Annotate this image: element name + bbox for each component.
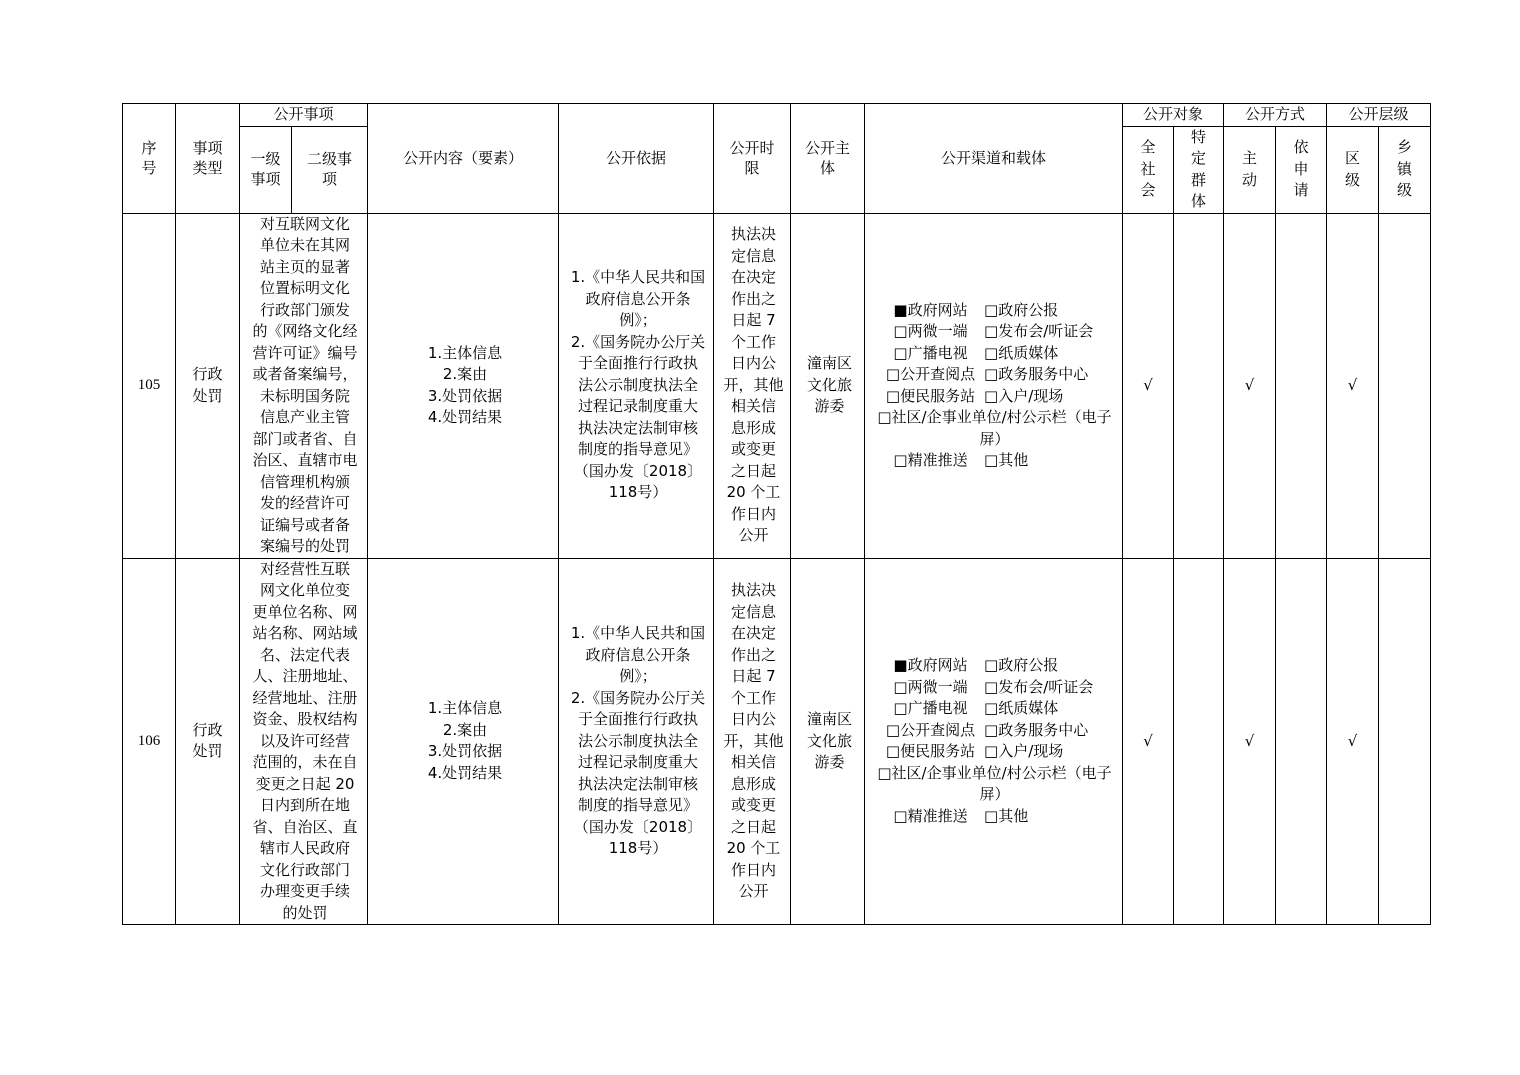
row-basis [559, 558, 714, 925]
text-line: 潼南区 [807, 354, 853, 373]
text-line: 名、法定代表 [260, 645, 351, 664]
header-target: 公开对象 [1123, 104, 1224, 127]
text-line: 或者备案编号， [252, 365, 358, 383]
channel-pair [877, 677, 1112, 699]
row-content [368, 558, 559, 925]
text-line: 作日内 [731, 860, 777, 879]
channel-option: □其他 [984, 451, 1029, 469]
disclosure-table [122, 103, 1431, 925]
text-line: 作日内 [731, 504, 777, 523]
header-basis: 公开依据 [559, 104, 714, 214]
channel-option: ■政府网站 [893, 300, 968, 319]
text-line: 1.主体信息 [427, 343, 503, 362]
header-level2: 二级事项 [292, 126, 368, 213]
mark-method-active: √ [1224, 213, 1276, 558]
text-line: 政府信息公开条 [585, 645, 691, 664]
text-line: 执法决 [731, 581, 777, 599]
text-line: 2.案由 [442, 720, 488, 739]
channel-option-wide: □社区/企事业单位/村公示栏（电子屏） [877, 763, 1112, 804]
text-line: 4.处罚结果 [427, 408, 503, 426]
text-line: 证编号或者备 [260, 515, 351, 534]
channel-pair [877, 300, 1112, 322]
channel-pair [877, 806, 1112, 828]
channel-pair [877, 343, 1112, 365]
mark-method-active: √ [1224, 558, 1276, 925]
text-line: 3.处罚依据 [427, 742, 503, 761]
text-line: 过程记录制度重大 [578, 397, 699, 416]
header-type: 事项类型 [176, 104, 240, 214]
text-line: 作出之 [731, 645, 777, 664]
text-line: （国办发〔2018〕 [573, 461, 703, 480]
text-line: 对互联网文化 [260, 214, 351, 233]
row-item [240, 558, 368, 925]
row-type-text: 行政处罚 [192, 365, 223, 405]
channel-option: □政务服务中心 [984, 720, 1089, 739]
channel-option: ■政府网站 [893, 656, 968, 675]
text-line: 过程记录制度重大 [578, 753, 699, 771]
row-type [176, 213, 240, 558]
header-level-district: 区级 [1327, 126, 1379, 213]
text-line: 公开 [738, 882, 769, 900]
header-method-request: 依申请 [1276, 126, 1327, 213]
text-line: 执法决 [731, 225, 777, 244]
header-public-item: 公开事项 [240, 104, 368, 127]
mark-level-town [1379, 213, 1431, 558]
text-line: 变更之日起 20 [255, 774, 355, 793]
mark-method-request [1276, 558, 1327, 925]
text-line: 1.主体信息 [427, 699, 503, 718]
row-subject [791, 213, 865, 558]
text-line: 之日起 [731, 817, 777, 836]
text-line: 文化行政部门 [260, 860, 351, 879]
table-row [123, 558, 1431, 925]
text-line: 网文化单位变 [260, 581, 351, 599]
text-line: 发的经营许可 [260, 494, 351, 512]
channel-option: □其他 [984, 806, 1029, 825]
table-row [123, 213, 1431, 558]
text-line: 行政部门颁发 [260, 300, 351, 319]
row-time-limit [714, 558, 791, 925]
text-line: 公开 [738, 526, 769, 545]
text-line: 执法决定法制审核 [578, 418, 699, 437]
mark-target-group [1174, 558, 1224, 925]
text-line: 相关信 [731, 753, 777, 771]
channel-option: □精准推送 [893, 451, 968, 469]
text-line: 游委 [814, 753, 845, 771]
channel-option: □便民服务站 [885, 386, 976, 405]
text-line: 游委 [814, 397, 845, 416]
text-line: 制度的指导意见》 [578, 796, 699, 814]
text-line: 20 个工 [726, 483, 781, 502]
text-line: 政府信息公开条 [585, 289, 691, 308]
channel-pair [877, 698, 1112, 720]
text-line: 站主页的显著 [260, 257, 351, 276]
text-line: 信息产业主管 [260, 408, 351, 426]
row-basis [559, 213, 714, 558]
header-level: 公开层级 [1327, 104, 1431, 127]
text-line: 法公示制度执法全 [578, 731, 699, 750]
text-line: 文化旅 [807, 731, 853, 750]
text-line: 开，其他 [723, 375, 784, 394]
text-line: 营许可证》编号 [252, 343, 358, 362]
row-type [176, 558, 240, 925]
row-subject [791, 558, 865, 925]
header-time-limit: 公开时限 [714, 104, 791, 214]
text-line: 定信息 [731, 602, 777, 621]
header-seq: 序号 [123, 104, 176, 214]
text-line: 案编号的处罚 [260, 537, 351, 555]
header-channel: 公开渠道和载体 [865, 104, 1123, 214]
text-line: 相关信 [731, 397, 777, 416]
text-line: 息形成 [731, 418, 777, 437]
text-line: 1.《中华人民共和国 [570, 268, 706, 287]
text-line: 人、注册地址、 [252, 667, 358, 685]
text-line: 2.《国务院办公厅关 [570, 688, 706, 707]
channel-option: □公开查阅点 [885, 365, 976, 383]
channel-pair [877, 655, 1112, 677]
text-line: 制度的指导意见》 [578, 440, 699, 459]
text-line: 日内公 [731, 710, 777, 728]
channel-option: □发布会/听证会 [984, 322, 1094, 340]
header-method: 公开方式 [1224, 104, 1327, 127]
row-seq: 106 [123, 558, 176, 925]
text-line: 118号） [608, 483, 668, 502]
text-line: 资金、股权结构 [252, 710, 358, 728]
header-level-town: 乡镇级 [1379, 126, 1431, 213]
channel-option: □两微一端 [893, 322, 968, 340]
text-line: 开，其他 [723, 731, 784, 750]
text-line: 未标明国务院 [260, 386, 351, 405]
channel-option: □政府公报 [984, 300, 1059, 319]
text-line: 位置标明文化 [260, 279, 351, 297]
row-channels [865, 558, 1123, 925]
header-subject: 公开主体 [791, 104, 865, 214]
text-line: 或变更 [731, 796, 777, 814]
text-line: 治区、直辖市电 [252, 451, 358, 469]
channel-option: □发布会/听证会 [984, 677, 1094, 696]
channel-option-wide: □社区/企事业单位/村公示栏（电子屏） [877, 408, 1112, 448]
mark-level-district: √ [1327, 558, 1379, 925]
mark-level-district: √ [1327, 213, 1379, 558]
channel-option: □精准推送 [893, 806, 968, 825]
header-level1: 一级事项 [240, 126, 292, 213]
row-type-text: 行政处罚 [192, 720, 223, 761]
text-line: 日起 7 [731, 667, 776, 685]
text-line: 作出之 [731, 289, 777, 308]
text-line: 在决定 [731, 268, 777, 287]
text-line: 20 个工 [726, 839, 781, 857]
text-line: 信管理机构颁 [260, 472, 351, 491]
text-line: 潼南区 [807, 710, 853, 728]
text-line: 法公示制度执法全 [578, 375, 699, 394]
text-line: 个工作 [731, 332, 777, 351]
channel-pair [877, 386, 1112, 408]
text-line: 辖市人民政府 [260, 839, 351, 857]
row-content [368, 213, 559, 558]
table-body [123, 213, 1431, 925]
channel-option: □广播电视 [893, 699, 968, 718]
text-line: 2.案由 [442, 365, 488, 383]
header-target-all: 全社会 [1123, 126, 1174, 213]
text-line: 执法决定法制审核 [578, 774, 699, 793]
text-line: 之日起 [731, 461, 777, 480]
text-line: 单位未在其网 [260, 236, 351, 254]
text-line: 文化旅 [807, 375, 853, 394]
text-line: 更单位名称、网 [252, 602, 358, 621]
text-line: 省、自治区、直 [252, 817, 358, 836]
text-line: 1.《中华人民共和国 [570, 624, 706, 642]
channel-option: □入户/现场 [984, 742, 1064, 761]
text-line: 范围的，未在自 [252, 753, 358, 771]
mark-target-all: √ [1123, 558, 1174, 925]
channel-option: □纸质媒体 [984, 343, 1059, 362]
header-method-active: 主动 [1224, 126, 1276, 213]
mark-target-group [1174, 213, 1224, 558]
text-line: 4.处罚结果 [427, 763, 503, 782]
row-seq: 105 [123, 213, 176, 558]
text-line: 办理变更手续 [260, 882, 351, 900]
text-line: 于全面推行行政执 [578, 354, 699, 373]
channel-option: □便民服务站 [885, 742, 976, 761]
channel-option: □纸质媒体 [984, 699, 1059, 718]
text-line: 部门或者省、自 [252, 429, 358, 448]
text-line: 的处罚 [282, 903, 328, 922]
row-item [240, 213, 368, 558]
text-line: 或变更 [731, 440, 777, 459]
text-line: 例》； [619, 667, 657, 685]
text-line: 的《网络文化经 [252, 322, 358, 340]
text-line: （国办发〔2018〕 [573, 817, 703, 836]
text-line: 定信息 [731, 246, 777, 265]
channel-option: □公开查阅点 [885, 720, 976, 739]
row-time-limit [714, 213, 791, 558]
text-line: 118号） [608, 839, 668, 857]
text-line: 日内公 [731, 354, 777, 373]
channel-option: □广播电视 [893, 343, 968, 362]
text-line: 例》； [619, 311, 657, 330]
text-line: 站名称、网站域 [252, 624, 358, 642]
row-channels [865, 213, 1123, 558]
mark-level-town [1379, 558, 1431, 925]
channel-pair [877, 450, 1112, 472]
channel-pair [877, 364, 1112, 386]
mark-target-all: √ [1123, 213, 1174, 558]
channel-option: □政府公报 [984, 656, 1059, 675]
channel-option: □两微一端 [893, 677, 968, 696]
channel-option: □入户/现场 [984, 386, 1064, 405]
channel-pair [877, 321, 1112, 343]
text-line: 在决定 [731, 624, 777, 642]
mark-method-request [1276, 213, 1327, 558]
header-content: 公开内容（要素） [368, 104, 559, 214]
text-line: 3.处罚依据 [427, 386, 503, 405]
text-line: 日内到所在地 [260, 796, 351, 814]
channel-pair [877, 720, 1112, 742]
text-line: 息形成 [731, 774, 777, 793]
text-line: 以及许可经营 [260, 731, 351, 750]
channel-pair [877, 741, 1112, 763]
text-line: 日起 7 [731, 311, 776, 330]
text-line: 经营地址、注册 [252, 688, 358, 707]
text-line: 个工作 [731, 688, 777, 707]
text-line: 2.《国务院办公厅关 [570, 332, 706, 351]
text-line: 对经营性互联 [260, 559, 351, 578]
channel-option: □政务服务中心 [984, 365, 1089, 383]
text-line: 于全面推行行政执 [578, 710, 699, 728]
header-target-group: 特定群体 [1174, 126, 1224, 213]
